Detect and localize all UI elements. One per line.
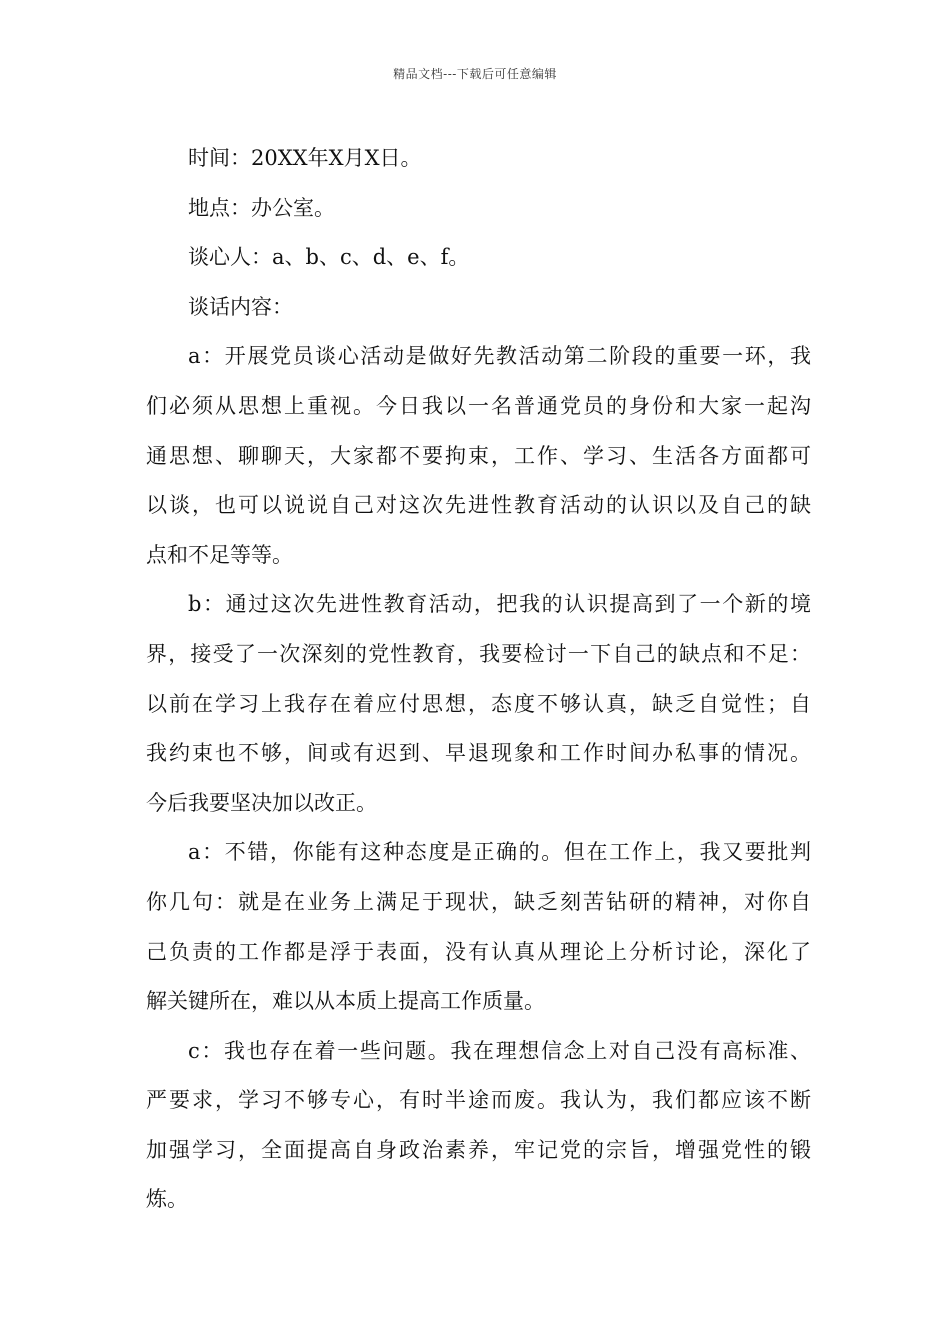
- paragraph-line: 界，接受了一次深刻的党性教育，我要检讨一下自己的缺点和不足：: [146, 641, 811, 666]
- paragraph-line: 你几句：就是在业务上满足于现状，缺乏刻苦钻研的精神，对你自: [146, 889, 811, 914]
- paragraph-line: 以前在学习上我存在着应付思想，态度不够认真，缺乏自觉性；自: [146, 691, 811, 716]
- paragraph-line: 们必须从思想上重视。今日我以一名普通党员的身份和大家一起沟: [146, 393, 811, 418]
- paragraph-line: b：通过这次先进性教育活动，把我的认识提高到了一个新的境: [188, 592, 811, 617]
- paragraph-line: 以谈，也可以说说自己对这次先进性教育活动的认识以及自己的缺: [146, 493, 811, 518]
- paragraph-line: 通思想、聊聊天，大家都不要拘束，工作、学习、生活各方面都可: [146, 443, 811, 468]
- paragraph-line: 解关键所在，难以从本质上提高工作质量。: [146, 989, 545, 1014]
- document-body: [146, 134, 811, 1225]
- paragraph-line: 加强学习，全面提高自身政治素养，牢记党的宗旨，增强党性的锻: [146, 1137, 811, 1162]
- meta-line: 时间：20XX年X月X日。: [188, 146, 422, 170]
- paragraph-line: a：不错，你能有这种态度是正确的。但在工作上，我又要批判: [188, 840, 811, 865]
- paragraph-line: a：开展党员谈心活动是做好先教活动第二阶段的重要一环，我: [188, 344, 811, 369]
- page-header: 精品文档---下载后可任意编辑: [393, 67, 557, 81]
- paragraph-line: 我约束也不够，间或有迟到、早退现象和工作时间办私事的情况。: [146, 741, 811, 766]
- paragraph-line: 点和不足等等。: [146, 542, 293, 567]
- paragraph-line: 今后我要坚决加以改正。: [146, 790, 377, 815]
- paragraph-line: 炼。: [146, 1187, 188, 1212]
- meta-line: 地点：办公室。: [188, 195, 335, 220]
- meta-line: 谈心人：a、b、c、d、e、f。: [188, 245, 470, 270]
- paragraph-line: 己负责的工作都是浮于表面，没有认真从理论上分析讨论，深化了: [146, 939, 811, 964]
- paragraph-line: 严要求，学习不够专心，有时半途而废。我认为，我们都应该不断: [146, 1088, 811, 1113]
- meta-line: 谈话内容：: [188, 294, 293, 319]
- paragraph-line: c：我也存在着一些问题。我在理想信念上对自己没有高标准、: [188, 1038, 811, 1063]
